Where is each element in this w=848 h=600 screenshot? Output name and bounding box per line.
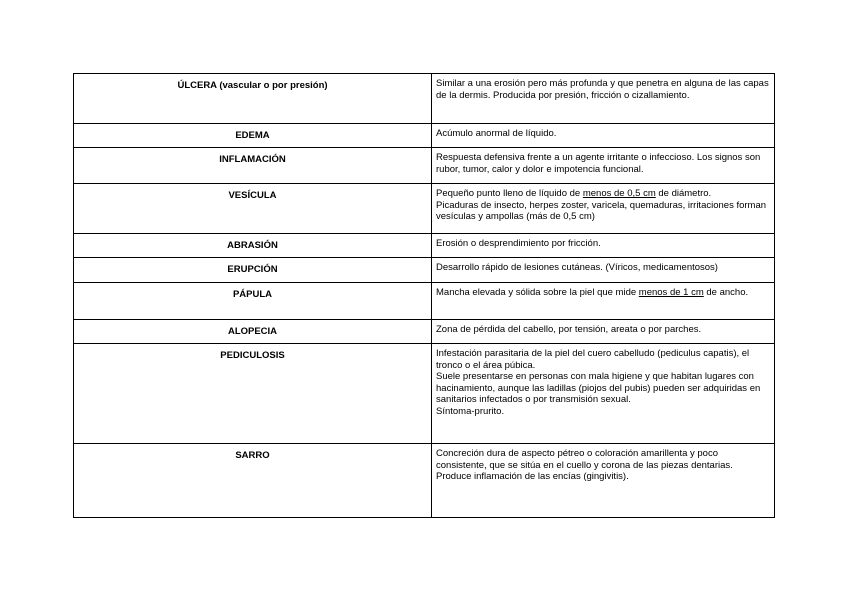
term-cell: ALOPECIA <box>74 320 432 344</box>
definition-text: Pequeño punto lleno de líquido de <box>436 188 583 199</box>
table-row <box>74 444 775 518</box>
definition-cell: Erosión o desprendimiento por fricción. <box>432 234 775 258</box>
table-row <box>74 74 775 124</box>
definition-cell <box>432 344 775 444</box>
definition-text: Picaduras de insecto, herpes zoster, varicela, quemaduras, irritaciones forman vesículas y ampollas (más de 0,5 cm) <box>436 199 767 222</box>
definition-text: Síntoma-prurito. <box>436 405 505 417</box>
table-row <box>74 320 775 344</box>
definition-cell: Respuesta defensiva frente a un agente irritante o infeccioso. Los signos son rubor, tumor, calor y dolor e impotencia funcional. <box>432 148 775 184</box>
table-row <box>74 184 775 234</box>
term-cell: EDEMA <box>74 124 432 148</box>
term-cell: PEDICULOSIS <box>74 344 432 444</box>
term-cell: SARRO <box>74 444 432 518</box>
definition-cell <box>432 444 775 518</box>
definition-cell <box>432 283 775 320</box>
definition-text: de diámetro. <box>655 188 712 199</box>
term-cell: VESÍCULA <box>74 184 432 234</box>
definition-cell: Zona de pérdida del cabello, por tensión, areata o por parches. <box>432 320 775 344</box>
definition-text: Produce inflamación de las encías (gingivitis). <box>436 471 629 482</box>
definition-cell: Similar a una erosión pero más profunda y que penetra en alguna de las capas de la dermis. Producida por presión, fricción o cizallamiento. <box>432 74 775 124</box>
definition-text: Concreción dura de aspecto pétreo o coloración amarillenta y poco consistente, que se sitúa en el cuello y corona de las piezas dentarias. <box>436 448 733 471</box>
term-cell: ÚLCERA (vascular o por presión) <box>74 74 432 124</box>
underlined-measure: menos de 0,5 cm <box>582 188 656 199</box>
term-cell: ABRASIÓN <box>74 234 432 258</box>
table-row <box>74 344 775 444</box>
definition-cell <box>432 184 775 234</box>
glossary-table <box>73 73 775 518</box>
table-row <box>74 283 775 320</box>
definition-cell: Acúmulo anormal de líquido. <box>432 124 775 148</box>
definition-text: Suele presentarse en personas con mala higiene y que habitan lugares con hacinamiento, aunque las ladillas (piojos del pubis) pueden ser adquiridas en sanitarios infectados o por transmisión sexual. <box>436 371 761 405</box>
definition-text: Infestación parasitaria de la piel del cuero cabelludo (pediculus capatis), el tronco o el área púbica. <box>436 348 750 371</box>
table-row <box>74 148 775 184</box>
table-row <box>74 234 775 258</box>
definition-text: de ancho. <box>703 287 749 298</box>
definition-text: Mancha elevada y sólida sobre la piel que mide <box>436 287 639 298</box>
underlined-measure: menos de 1 cm <box>638 287 704 298</box>
term-cell: PÁPULA <box>74 283 432 320</box>
definition-cell: Desarrollo rápido de lesiones cutáneas. (Víricos, medicamentosos) <box>432 258 775 283</box>
term-cell: INFLAMACIÓN <box>74 148 432 184</box>
term-cell: ERUPCIÓN <box>74 258 432 283</box>
table-row <box>74 258 775 283</box>
table-row <box>74 124 775 148</box>
